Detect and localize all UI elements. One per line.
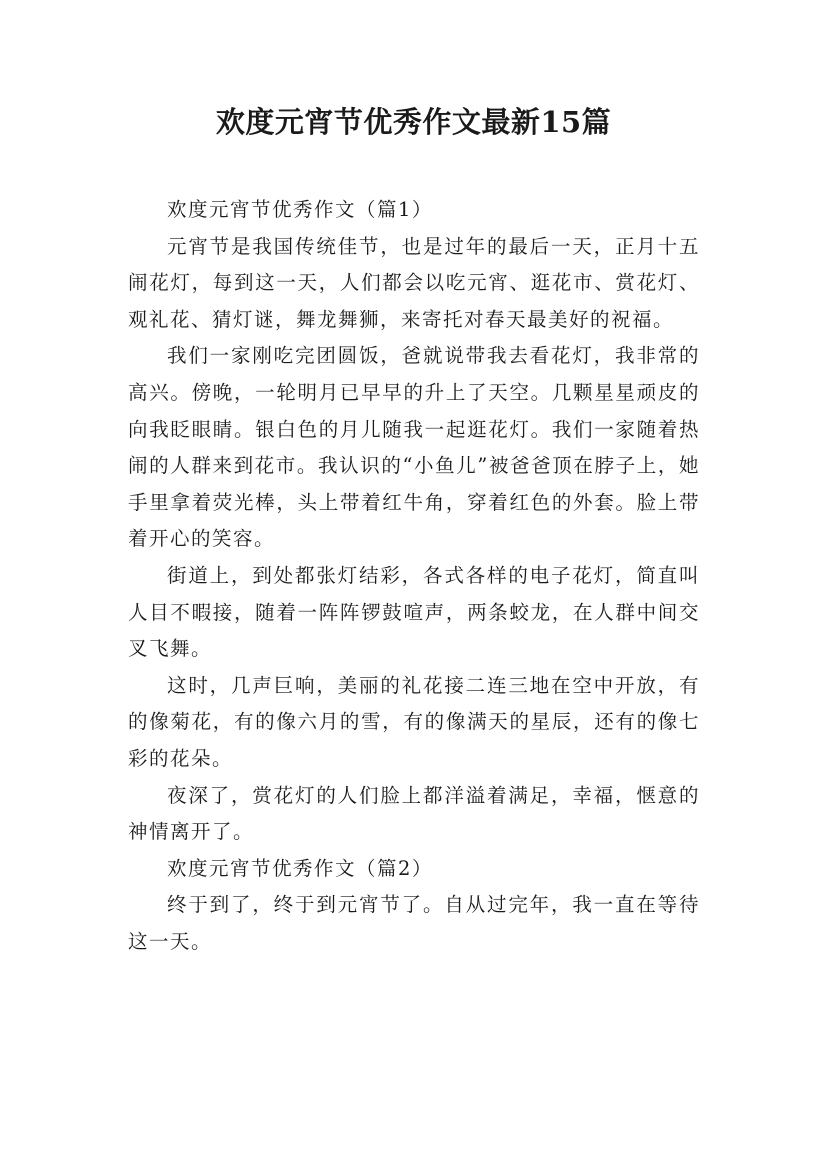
document-title: 欢度元宵节优秀作文最新15篇 (215, 105, 612, 139)
body-paragraph: 街道上，到处都张灯结彩，各式各样的电子花灯，简直叫人目不暇接，随着一阵阵锣鼓喧声，两条蛟龙，在人群中间交叉飞舞。 (128, 563, 700, 661)
body-paragraph: 这时，几声巨响，美丽的礼花接二连三地在空中开放，有的像菊花，有的像六月的雪，有的像满天的星辰，还有的像七彩的花朵。 (128, 673, 700, 770)
body-paragraph: 元宵节是我国传统佳节，也是过年的最后一天，正月十五闹花灯，每到这一天，人们都会以吃元宵、逛花市、赏花灯、观礼花、猜灯谜，舞龙舞狮，来寄托对春天最美好的祝福。 (128, 234, 700, 331)
body-paragraph: 我们一家刚吃完团圆饭，爸就说带我去看花灯，我非常的高兴。傍晚，一轮明月已早早的升上了天空。几颗星星顽皮的向我眨眼睛。银白色的月儿随我一起逛花灯。我们一家随着热闹的人群来到花市。我认识的“小鱼儿”被爸爸顶在脖子上，她手里拿着荧光棒，头上带着红牛角，穿着红色的外套。脸上带着开心的笑容。 (128, 344, 700, 551)
body-paragraph: 终于到了，终于到元宵节了。自从过完年，我一直在等待这一天。 (128, 893, 700, 953)
section-heading: 欢度元宵节优秀作文（篇1） (167, 198, 433, 221)
document-body (128, 192, 700, 960)
section-heading: 欢度元宵节优秀作文（篇2） (167, 856, 433, 880)
body-paragraph: 夜深了，赏花灯的人们脸上都洋溢着满足，幸福，惬意的神情离开了。 (128, 783, 700, 844)
